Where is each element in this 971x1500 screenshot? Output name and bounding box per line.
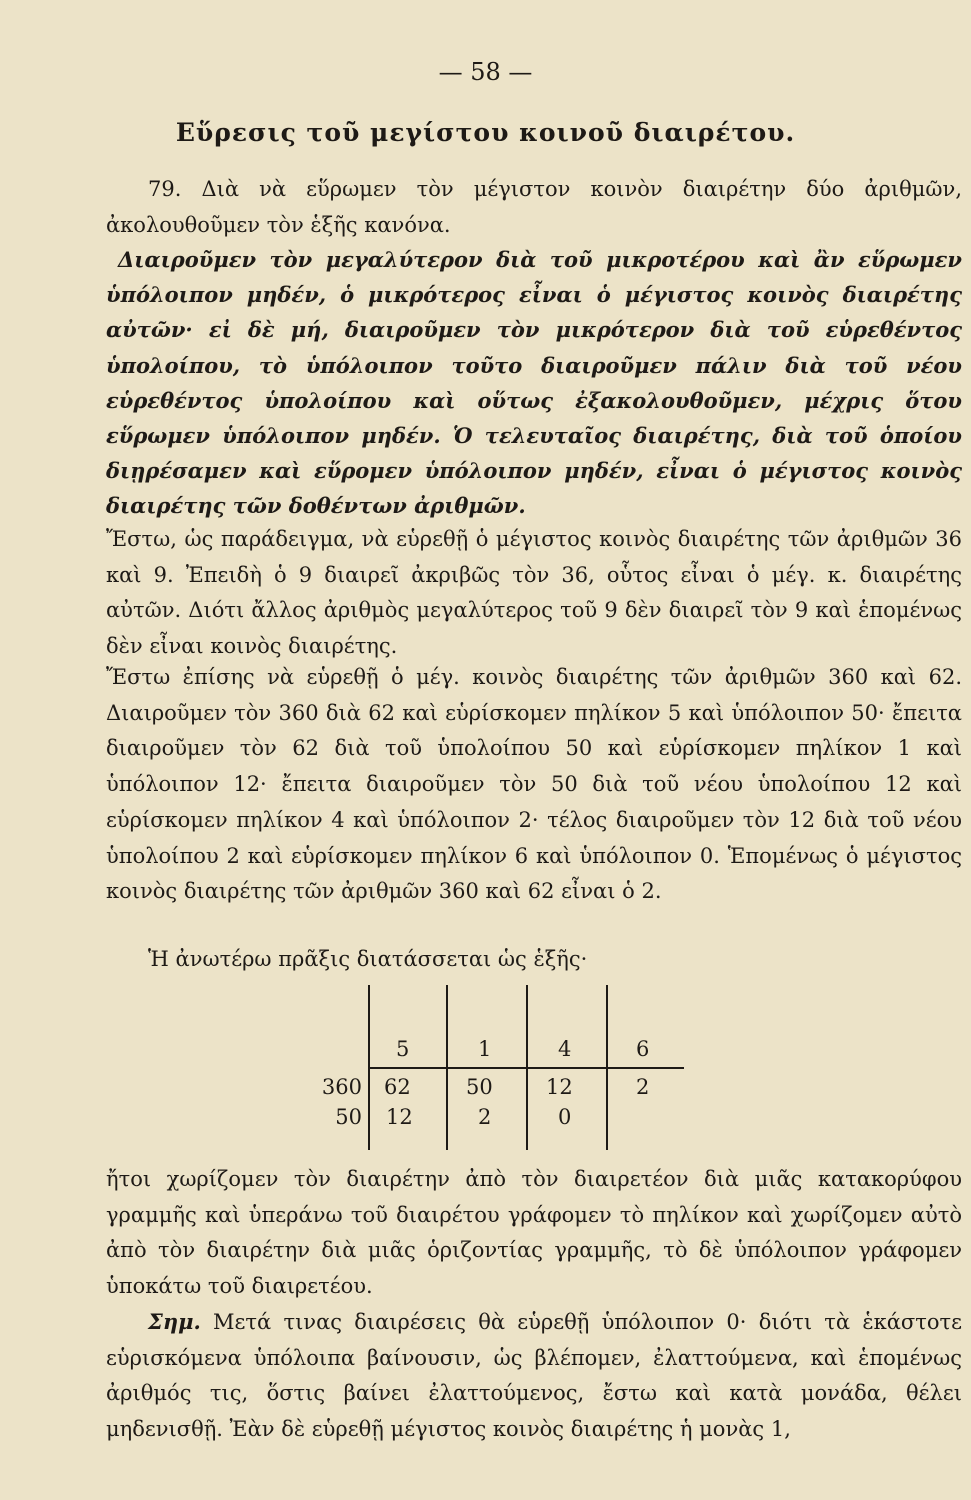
euclid-division-scheme [300,975,700,1160]
section-heading: Εὕρεσις τοῦ μεγίστου κοινοῦ διαιρέτου. [175,118,796,147]
quotient-1: 5 [396,1037,410,1061]
divisor-1: 62 [384,1075,411,1099]
example-paragraph-1: Ἔστω, ὡς παράδειγμα, νὰ εὑρεθῇ ὁ μέγιστος κοινὸς διαιρέτης τῶν ἀριθμῶν 36 καὶ 9. Ἐπειδὴ ὁ 9 διαιρεῖ ἀκριβῶς τὸν 36, οὗτος εἶναι ὁ μέγ. κ. διαιρέτης αὐτῶν. Διότι ἄλλος ἀριθμὸς μεγαλύτερος τοῦ 9 δὲν διαιρεῖ τὸν 9 καὶ ἑπομένως δὲν εἶναι κοινὸς διαιρέτης. [106,527,962,658]
remainder-1: 50 [335,1105,362,1129]
dividend: 360 [321,1075,362,1099]
remainder-2: 12 [386,1105,413,1129]
divisor-3: 12 [546,1075,573,1099]
note-paragraph [106,1304,962,1447]
arrangement-intro: Ἡ ἀνωτέρω πρᾶξις διατάσσεται ὡς ἑξῆς· [148,947,588,971]
divisor-4: 2 [636,1075,650,1099]
paragraph-79: 79. Διὰ νὰ εὕρωμεν τὸν μέγιστον κοινὸν διαιρέτην δύο ἀριθμῶν, ἀκολουθοῦμεν τὸν ἑξῆς κανόνα. [106,177,962,237]
page-number: — 58 — [438,58,533,86]
remainder-3: 2 [478,1105,492,1129]
scheme-horizontal-line [368,1067,684,1069]
rule-paragraph: Διαιροῦμεν τὸν μεγαλύτερον διὰ τοῦ μικροτέρου καὶ ἂν εὕρωμεν ὑπόλοιπον μηδέν, ὁ μικρότερος εἶναι ὁ μέγιστος κοινὸς διαιρέτης αὐτῶν· εἰ δὲ μή, διαιροῦμεν τὸν μικρότερον διὰ τοῦ εὑρεθέντος ὑπολοίπου, τὸ ὑπόλοιπον τοῦτο διαιροῦμεν πάλιν διὰ τοῦ νέου εὑρεθέντος ὑπολοίπου καὶ οὕτως ἐξακολουθοῦμεν, μέχρις ὅτου εὕρωμεν ὑπόλοιπον μηδέν. Ὁ τελευταῖος διαιρέτης, διὰ τοῦ ὁποίου διῃρέσαμεν καὶ εὕρομεν ὑπόλοιπον μηδέν, εἶναι ὁ μέγιστος κοινὸς διαιρέτης τῶν δοθέντων ἀριθμῶν. [106,247,962,519]
example-paragraph-2: Ἔστω ἐπίσης νὰ εὑρεθῇ ὁ μέγ. κοινὸς διαιρέτης τῶν ἀριθμῶν 360 καὶ 62. Διαιροῦμεν τὸν 360 διὰ 62 καὶ εὑρίσκομεν πηλίκον 5 καὶ ὑπόλοιπον 50· ἔπειτα διαιροῦμεν τὸν 62 διὰ τοῦ ὑπολοίπου 50 καὶ εὑρίσκομεν πηλίκον 1 καὶ ὑπόλοιπον 12· ἔπειτα διαιροῦμεν τὸν 50 διὰ τοῦ νέου ὑπολοίπου 12 καὶ εὑρίσκομεν πηλίκον 4 καὶ ὑπόλοιπον 2· τέλος διαιροῦμεν τὸν 12 διὰ τοῦ νέου ὑπολοίπου 2 καὶ εὑρίσκομεν πηλίκον 6 καὶ ὑπόλοιπον 0. Ἑπομένως ὁ μέγιστος κοινὸς διαιρέτης τῶν ἀριθμῶν 360 καὶ 62 εἶναι ὁ 2. [106,665,962,904]
note-label: Σημ. [148,1309,201,1334]
quotient-2: 1 [478,1037,492,1061]
note-text: Μετά τινας διαιρέσεις θὰ εὑρεθῇ ὑπόλοιπον 0· διότι τὰ ἑκάστοτε εὑρισκόμενα ὑπόλοιπα βαίνουσιν, ὡς βλέπομεν, ἐλαττούμενα, καὶ ἑπομένως ἀριθμός τις, ὅστις βαίνει ἐλαττούμενος, ἔστω καὶ κατὰ μονάδα, θέλει μηδενισθῇ. Ἐὰν δὲ εὑρεθῇ μέγιστος κοινὸς διαιρέτης ἡ μονὰς 1, [106,1310,962,1441]
quotient-3: 4 [558,1037,572,1061]
divisor-2: 50 [466,1075,493,1099]
remainder-4: 0 [558,1105,572,1129]
explanation-paragraph: ἤτοι χωρίζομεν τὸν διαιρέτην ἀπὸ τὸν διαιρετέον διὰ μιᾶς κατακορύφου γραμμῆς καὶ ὑπεράνω τοῦ διαιρέτου γράφομεν τὸ πηλίκον καὶ χωρίζομεν αὐτὸ ἀπὸ τὸν διαιρέτην διὰ μιᾶς ὁριζοντίας γραμμῆς, τὸ δὲ ὑπόλοιπον γράφομεν ὑποκάτω τοῦ διαιρετέου. [106,1167,962,1298]
quotient-4: 6 [636,1037,650,1061]
